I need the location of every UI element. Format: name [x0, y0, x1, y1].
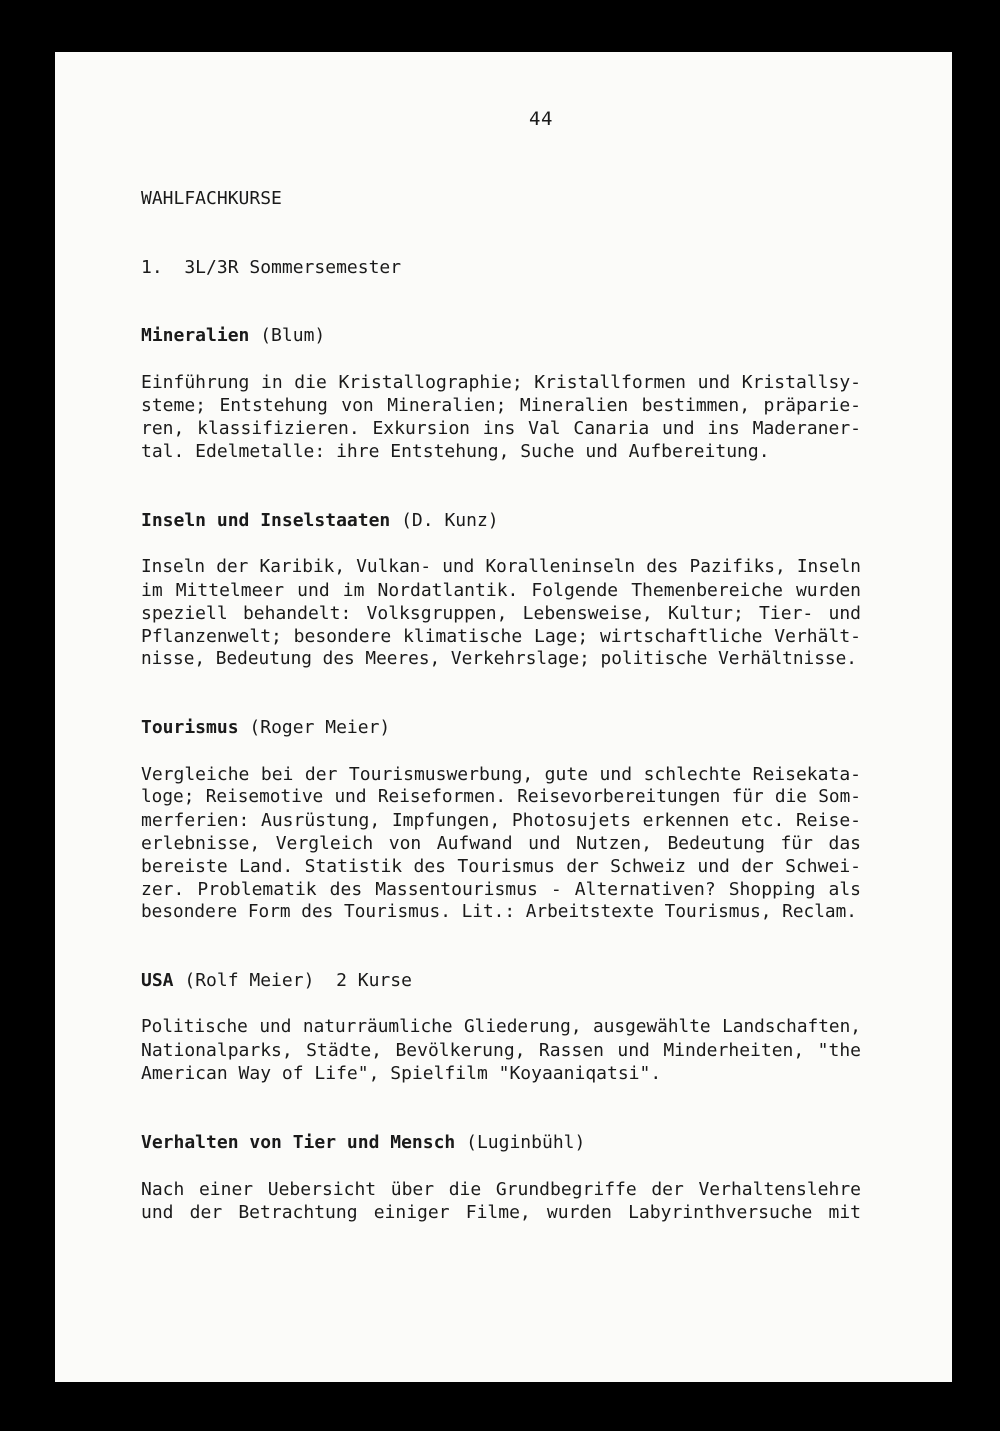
course-title: USA — [141, 970, 174, 991]
text-line: Inseln der Karibik, Vulkan- und Koralleninseln des Pazifiks, Inseln — [141, 557, 861, 577]
course-description — [141, 1016, 861, 1085]
course-description — [141, 556, 861, 671]
text-line: Vergleiche bei der Tourismuswerbung, gute und schlechte Reisekata- — [141, 764, 861, 785]
course-title: Mineralien — [141, 325, 250, 346]
course-heading — [141, 1132, 585, 1153]
course-author: (D. Kunz) — [401, 510, 499, 531]
course-heading — [141, 970, 412, 991]
subsection-title: 1. 3L/3R Sommersemester — [141, 257, 402, 278]
text-line: zer. Problematik des Massentourismus - Alternativen? Shopping als — [141, 879, 861, 900]
text-line: merferien: Ausrüstung, Impfungen, Photosujets erkennen etc. Reise- — [141, 810, 861, 831]
course-heading — [141, 717, 390, 738]
text-line: im Mittelmeer und im Nordatlantik. Folgende Themenbereiche wurden — [141, 580, 861, 601]
course-author: (Rolf Meier) 2 Kurse — [184, 970, 412, 991]
page-number: 44 — [529, 108, 553, 130]
course-author: (Luginbühl) — [466, 1132, 586, 1153]
course-title: Verhalten von Tier und Mensch — [141, 1132, 456, 1153]
course-author: (Blum) — [260, 325, 326, 346]
text-line: und der Betrachtung einiger Filme, wurden Labyrinthversuche mit — [141, 1202, 861, 1223]
course-description — [141, 371, 861, 463]
text-line: Einführung in die Kristallographie; Kristallformen und Kristallsy- — [141, 372, 861, 393]
course-heading — [141, 325, 325, 346]
text-line: bereiste Land. Statistik des Tourismus der Schweiz und der Schwei- — [141, 856, 861, 877]
course-description — [141, 763, 861, 924]
text-line: nisse, Bedeutung des Meeres, Verkehrslage; politische Verhältnisse. — [141, 649, 857, 669]
text-line: erlebnisse, Vergleich von Aufwand und Nutzen, Bedeutung für das — [141, 833, 861, 854]
course-heading — [141, 510, 499, 531]
course-title: Tourismus — [141, 717, 239, 738]
text-line: Politische und naturräumliche Gliederung, ausgewählte Landschaften, — [141, 1017, 861, 1037]
course-title: Inseln und Inselstaaten — [141, 510, 391, 531]
document-page — [55, 52, 952, 1382]
text-line: Pflanzenwelt; besondere klimatische Lage; wirtschaftliche Verhält- — [141, 626, 861, 647]
text-line: loge; Reisemotive und Reiseformen. Reisevorbereitungen für die Som- — [141, 787, 861, 807]
text-line: besondere Form des Tourismus. Lit.: Arbeitstexte Tourismus, Reclam. — [141, 902, 857, 922]
text-line: Nach einer Uebersicht über die Grundbegriffe der Verhaltenslehre — [141, 1179, 861, 1200]
section-title: WAHLFACHKURSE — [141, 188, 282, 209]
course-description — [141, 1178, 861, 1224]
text-line: American Way of Life", Spielfilm "Koyaaniqatsi". — [141, 1063, 662, 1084]
text-line: Nationalparks, Städte, Bevölkerung, Rassen und Minderheiten, "the — [141, 1040, 861, 1061]
course-author: (Roger Meier) — [249, 717, 391, 738]
text-line: tal. Edelmetalle: ihre Entstehung, Suche und Aufbereitung. — [141, 441, 770, 462]
text-line: speziell behandelt: Volksgruppen, Lebensweise, Kultur; Tier- und — [141, 603, 861, 624]
text-line: steme; Entstehung von Mineralien; Mineralien bestimmen, präparie- — [141, 395, 861, 416]
text-line: ren, klassifizieren. Exkursion ins Val Canaria und ins Maderaner- — [141, 418, 861, 439]
